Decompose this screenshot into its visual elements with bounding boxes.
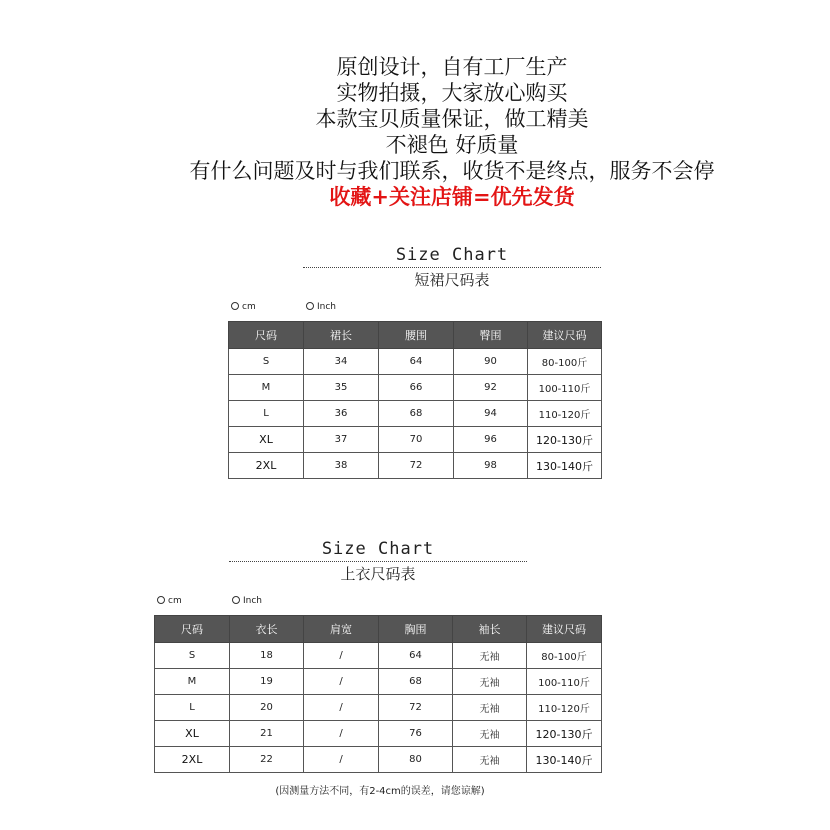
intro-line: 原创设计，自有工厂生产	[336, 55, 568, 79]
table-row	[155, 721, 602, 747]
intro-line: 不褪色 好质量	[385, 133, 519, 157]
header-cell: 肩宽	[304, 616, 379, 643]
table-cell: 72	[379, 695, 453, 721]
table-cell: 18	[230, 643, 304, 669]
table-cell: 96	[454, 427, 528, 453]
table-cell: 64	[379, 349, 454, 375]
skirt-unit-inch[interactable]	[306, 302, 336, 312]
table-cell: 110-120斤	[528, 401, 602, 427]
table-cell: 90	[454, 349, 528, 375]
header-cell: 尺码	[155, 616, 230, 643]
table-cell: 80-100斤	[527, 643, 602, 669]
table-cell: 34	[304, 349, 379, 375]
intro-text	[0, 54, 830, 210]
size-cell: L	[155, 695, 230, 721]
size-cell: 2XL	[229, 453, 304, 479]
header-cell: 臀围	[454, 322, 528, 349]
table-cell: /	[304, 721, 379, 747]
header-cell: 尺码	[229, 322, 304, 349]
size-cell: L	[229, 401, 304, 427]
table-header-row	[229, 322, 602, 349]
promo-line: 收藏+关注店铺=优先发货	[329, 184, 575, 209]
table-cell: 无袖	[453, 747, 527, 773]
table-cell: 35	[304, 375, 379, 401]
table-cell: 98	[454, 453, 528, 479]
table-cell: 无袖	[453, 669, 527, 695]
skirt-chart-subtitle: 短裙尺码表	[414, 271, 490, 289]
header-cell: 建议尺码	[527, 616, 602, 643]
table-cell: /	[304, 695, 379, 721]
top-chart-header	[229, 538, 527, 584]
header-cell: 裙长	[304, 322, 379, 349]
top-size-table	[154, 615, 602, 773]
radio-icon	[232, 596, 240, 604]
table-cell: 20	[230, 695, 304, 721]
table-cell: 100-110斤	[527, 669, 602, 695]
table-cell: 120-130斤	[528, 427, 602, 453]
radio-icon	[231, 302, 239, 310]
table-cell: /	[304, 747, 379, 773]
top-unit-inch-label: Inch	[243, 596, 263, 606]
header-cell: 衣长	[230, 616, 304, 643]
table-cell: 100-110斤	[528, 375, 602, 401]
top-chart-divider	[229, 561, 527, 562]
table-cell: 21	[230, 721, 304, 747]
table-cell: 80	[379, 747, 453, 773]
size-cell: S	[155, 643, 230, 669]
intro-line: 本款宝贝质量保证，做工精美	[315, 107, 589, 131]
size-cell: 2XL	[155, 747, 230, 773]
table-row	[155, 695, 602, 721]
table-cell: 130-140斤	[528, 453, 602, 479]
table-cell: 68	[379, 669, 453, 695]
table-cell: 120-130斤	[527, 721, 602, 747]
skirt-unit-inch-label: Inch	[317, 302, 337, 312]
header-cell: 袖长	[453, 616, 527, 643]
size-cell: XL	[155, 721, 230, 747]
table-cell: /	[304, 643, 379, 669]
skirt-chart-header	[303, 244, 601, 290]
size-cell: M	[229, 375, 304, 401]
size-cell: XL	[229, 427, 304, 453]
top-unit-cm-label: cm	[168, 596, 182, 606]
table-cell: 36	[304, 401, 379, 427]
table-cell: 110-120斤	[527, 695, 602, 721]
radio-icon	[306, 302, 314, 310]
table-cell: 22	[230, 747, 304, 773]
table-row	[229, 349, 602, 375]
table-cell: 130-140斤	[527, 747, 602, 773]
skirt-chart-divider	[303, 267, 601, 268]
table-cell: 70	[379, 427, 454, 453]
table-row	[155, 747, 602, 773]
top-unit-inch[interactable]	[232, 596, 262, 606]
top-unit-cm[interactable]	[157, 596, 182, 606]
table-cell: 80-100斤	[528, 349, 602, 375]
table-cell: 94	[454, 401, 528, 427]
top-chart-subtitle: 上衣尺码表	[340, 565, 416, 583]
header-cell: 腰围	[379, 322, 454, 349]
skirt-unit-cm[interactable]	[231, 302, 256, 312]
table-cell: 无袖	[453, 721, 527, 747]
table-row	[155, 669, 602, 695]
table-cell: /	[304, 669, 379, 695]
table-row	[229, 427, 602, 453]
table-cell: 64	[379, 643, 453, 669]
intro-line: 实物拍摄，大家放心购买	[336, 81, 568, 105]
table-row	[229, 453, 602, 479]
size-cell: M	[155, 669, 230, 695]
table-cell: 68	[379, 401, 454, 427]
table-row	[155, 643, 602, 669]
table-cell: 72	[379, 453, 454, 479]
skirt-size-table	[228, 321, 602, 479]
size-cell: S	[229, 349, 304, 375]
intro-line: 有什么问题及时与我们联系，收货不是终点，服务不会停	[189, 159, 715, 183]
table-cell: 无袖	[453, 643, 527, 669]
measurement-note: (因测量方法不同，有2-4cm的误差，请您谅解)	[275, 786, 485, 797]
table-cell: 无袖	[453, 695, 527, 721]
table-cell: 92	[454, 375, 528, 401]
header-cell: 胸围	[379, 616, 453, 643]
skirt-chart-title: Size Chart	[395, 245, 509, 265]
table-cell: 76	[379, 721, 453, 747]
table-cell: 19	[230, 669, 304, 695]
skirt-unit-cm-label: cm	[242, 302, 256, 312]
table-row	[229, 375, 602, 401]
table-cell: 38	[304, 453, 379, 479]
radio-icon	[157, 596, 165, 604]
header-cell: 建议尺码	[528, 322, 602, 349]
table-header-row	[155, 616, 602, 643]
table-cell: 37	[304, 427, 379, 453]
table-row	[229, 401, 602, 427]
table-cell: 66	[379, 375, 454, 401]
top-chart-title: Size Chart	[321, 539, 435, 559]
